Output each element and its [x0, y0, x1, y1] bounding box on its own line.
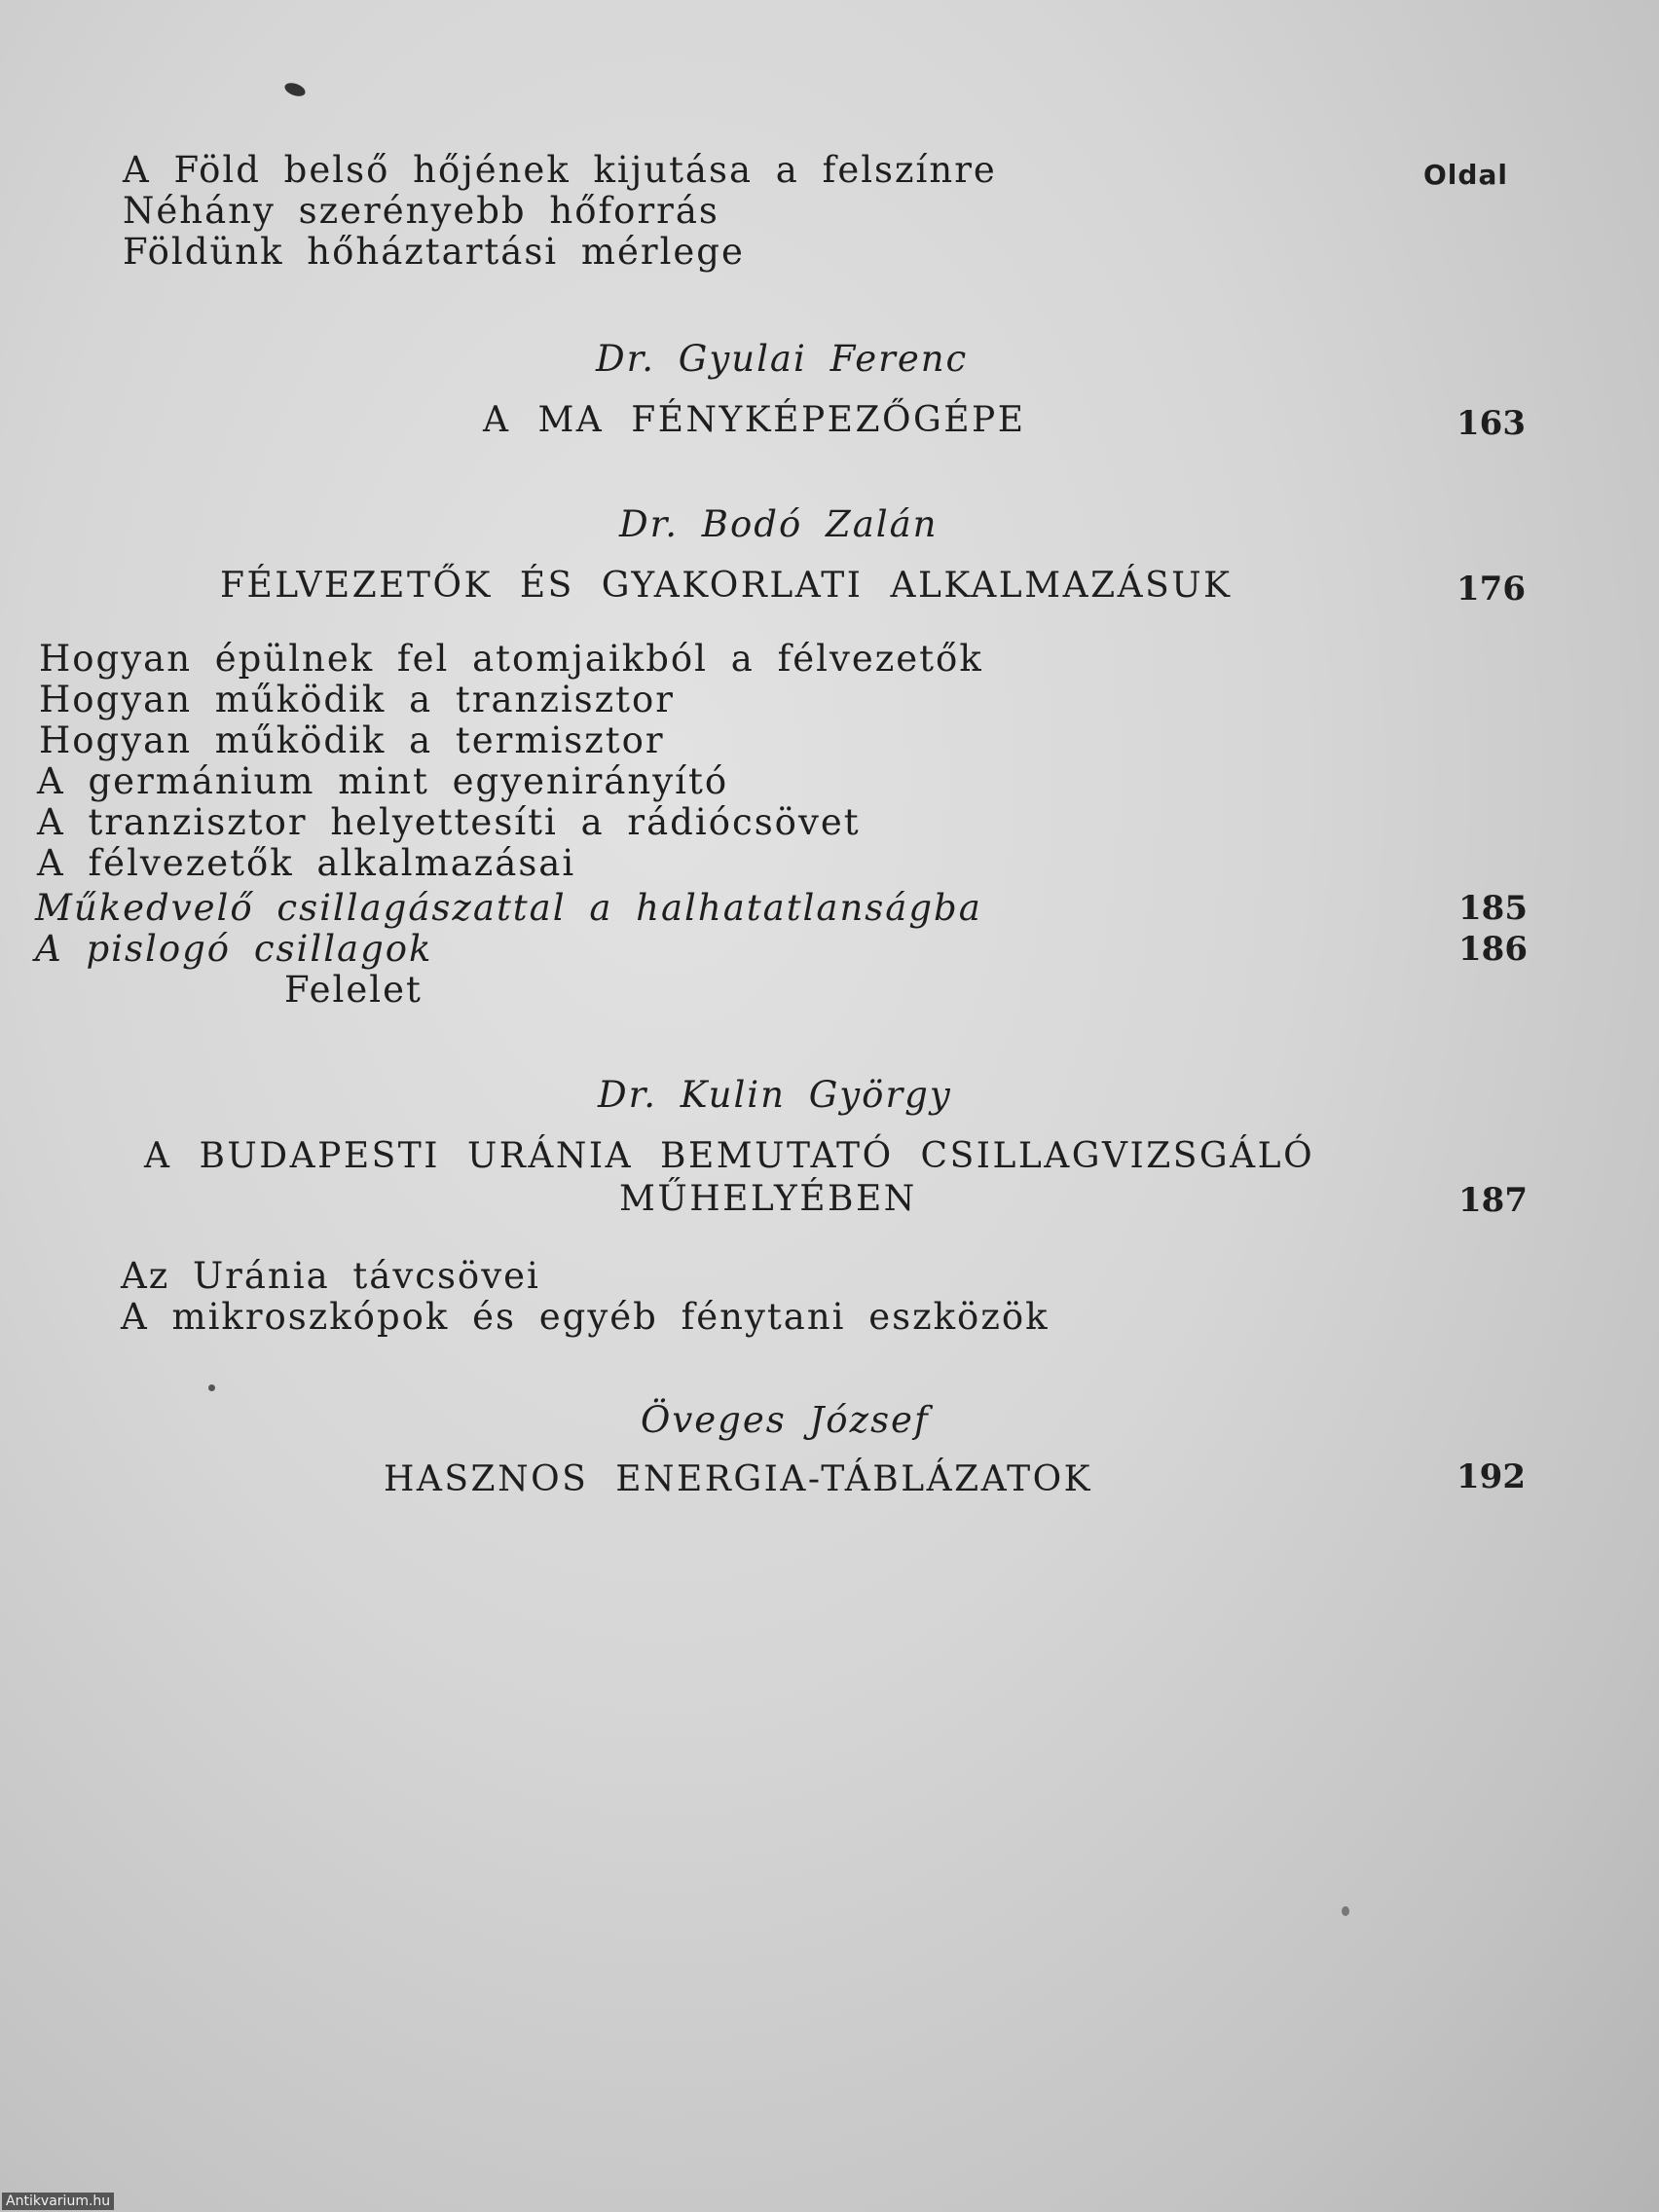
toc-page-number: 186	[1458, 930, 1528, 969]
toc-subsection: A tranzisztor helyettesíti a rádiócsövet	[37, 801, 861, 843]
toc-subsection: Hogyan működik a termisztor	[39, 719, 665, 761]
toc-subsection: A germánium mint egyenirányító	[37, 760, 729, 802]
toc-subsection: Földünk hőháztartási mérlege	[123, 231, 745, 273]
toc-page-number: 187	[1458, 1181, 1528, 1220]
ink-speck	[283, 81, 308, 99]
toc-answer: Felelet	[284, 969, 423, 1011]
toc-chapter-title-continued: MŰHELYÉBEN	[619, 1179, 917, 1219]
toc-extra-title: Műkedvelő csillagászattal a halhatatlanságba	[35, 887, 982, 929]
toc-author: Dr. Bodó Zalán	[619, 503, 939, 545]
toc-chapter-title: HASZNOS ENERGIA-TÁBLÁZATOK	[384, 1459, 1093, 1499]
toc-subsection: Hogyan működik a tranzisztor	[39, 679, 675, 720]
toc-page-number: 185	[1458, 889, 1528, 928]
toc-subsection: Hogyan épülnek fel atomjaikból a félvezetők	[39, 638, 983, 680]
toc-subsection: A mikroszkópok és egyéb fénytani eszközök	[121, 1296, 1050, 1338]
toc-author: Öveges József	[641, 1399, 930, 1441]
toc-page-number: 192	[1456, 1457, 1526, 1496]
toc-page-number: 163	[1456, 404, 1526, 443]
toc-subsection: A félvezetők alkalmazásai	[37, 842, 576, 884]
toc-subsection: Néhány szerényebb hőforrás	[123, 190, 719, 232]
toc-author: Dr. Kulin György	[598, 1074, 952, 1116]
ink-speck	[208, 1384, 215, 1391]
site-watermark: Antikvarium.hu	[2, 2193, 114, 2210]
toc-subsection: Az Uránia távcsövei	[121, 1255, 540, 1297]
toc-chapter-title: A MA FÉNYKÉPEZŐGÉPE	[483, 400, 1026, 440]
ink-speck	[1342, 1906, 1349, 1916]
toc-extra-title: A pislogó csillagok	[35, 928, 433, 970]
toc-page-number: 176	[1456, 570, 1526, 608]
toc-chapter-title: FÉLVEZETŐK ÉS GYAKORLATI ALKALMAZÁSUK	[220, 566, 1233, 606]
toc-chapter-title: A BUDAPESTI URÁNIA BEMUTATÓ CSILLAGVIZSGÁLÓ	[144, 1136, 1315, 1176]
toc-subsection: A Föld belső hőjének kijutása a felszínre	[123, 149, 997, 191]
page-column-header: Oldal	[1423, 159, 1508, 191]
toc-author: Dr. Gyulai Ferenc	[596, 338, 969, 380]
